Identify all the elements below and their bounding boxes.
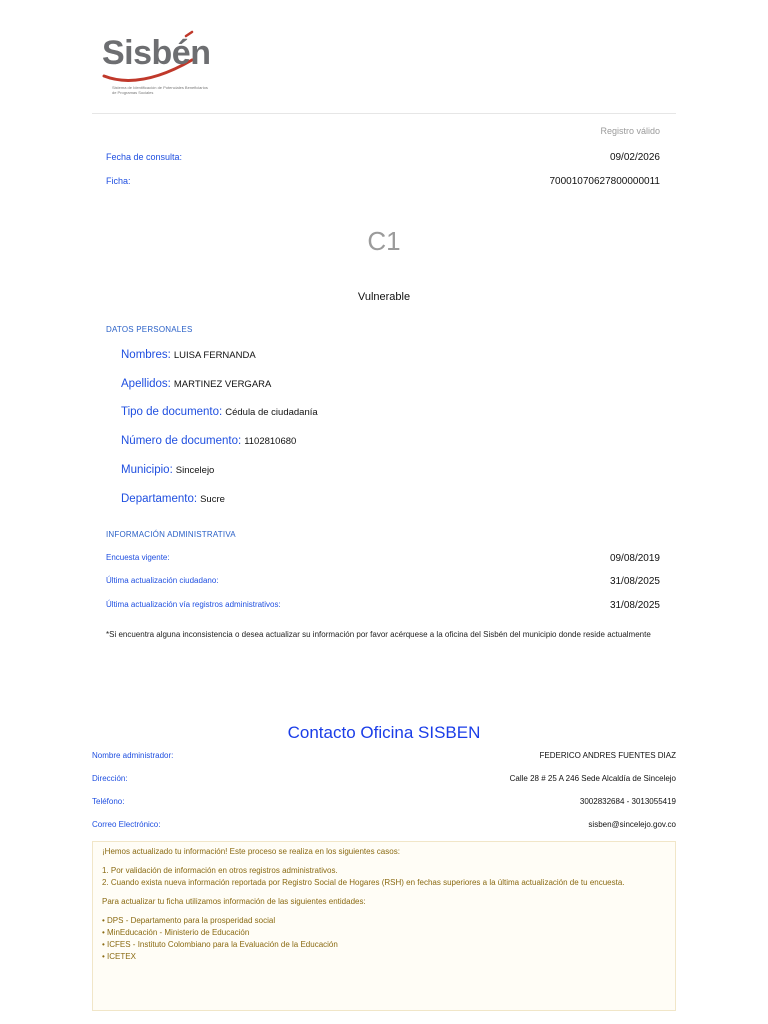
field-label: Municipio: — [121, 464, 173, 476]
header-divider — [92, 113, 676, 114]
admin-name-value: FEDERICO ANDRES FUENTES DIAZ — [539, 751, 676, 760]
update-intro: ¡Hemos actualizado tu información! Este proceso se realiza en los siguientes casos: — [102, 847, 400, 856]
field-tipo-documento — [121, 406, 318, 418]
admin-name-label: Nombre administrador: — [92, 751, 174, 760]
entity-item: • ICETEX — [102, 952, 136, 961]
phone-value: 3002832684 - 3013055419 — [579, 797, 676, 806]
actualizacion-ciudadano-label: Última actualización ciudadano: — [106, 576, 219, 585]
field-value: LUISA FERNANDA — [173, 350, 256, 361]
entity-item: • MinEducación - Ministerio de Educación — [102, 928, 250, 937]
field-municipio — [121, 464, 214, 476]
field-value: Sincelejo — [175, 465, 215, 476]
encuesta-vigente-value: 09/08/2019 — [609, 553, 660, 564]
field-value: Sucre — [200, 494, 225, 505]
encuesta-vigente-label: Encuesta vigente: — [106, 553, 170, 562]
inconsistency-note: *Si encuentra alguna inconsistencia o desea actualizar su información por favor acérquese a la oficina del Sisbén del municipio donde reside actualmente — [106, 630, 651, 639]
field-numero-documento — [121, 435, 296, 447]
sisben-logo — [100, 30, 210, 100]
actualizacion-registros-label: Última actualización vía registros administrativos: — [106, 600, 281, 609]
actualizacion-registros-value: 31/08/2025 — [609, 600, 660, 611]
fecha-consulta-value: 09/02/2026 — [609, 152, 660, 163]
admin-info-heading: INFORMACIÓN ADMINISTRATIVA — [106, 530, 236, 539]
address-value: Calle 28 # 25 A 246 Sede Alcaldía de Sincelejo — [509, 774, 676, 783]
entities-intro: Para actualizar tu ficha utilizamos información de las siguientes entidades: — [102, 897, 366, 906]
email-value: sisben@sincelejo.gov.co — [588, 820, 676, 829]
update-case-2: 2. Cuando exista nueva información reportada por Registro Social de Hogares (RSH) en fechas superiores a la última actualización de tu encuesta. — [102, 878, 625, 887]
field-nombres — [121, 349, 256, 361]
field-value: MARTINEZ VERGARA — [173, 379, 272, 390]
update-case-1: 1. Por validación de información en otros registros administrativos. — [102, 866, 338, 875]
field-label: Nombres: — [121, 349, 171, 361]
ficha-label: Ficha: — [106, 176, 131, 186]
fecha-consulta-label: Fecha de consulta: — [106, 152, 183, 162]
contact-title: Contacto Oficina SISBEN — [287, 723, 481, 742]
phone-label: Teléfono: — [92, 797, 125, 806]
personal-data-heading: DATOS PERSONALES — [106, 325, 193, 334]
logo-tagline: Sistema de Identificación de Potenciales Beneficiarios de Programas Sociales — [112, 85, 208, 95]
address-label: Dirección: — [92, 774, 128, 783]
entity-item: • ICFES - Instituto Colombiano para la Evaluación de la Educación — [102, 940, 338, 949]
email-label: Correo Electrónico: — [92, 820, 161, 829]
field-apellidos — [121, 378, 271, 390]
registration-status: Registro válido — [600, 126, 660, 136]
update-info-box — [92, 841, 676, 1011]
entity-item: • DPS - Departamento para la prosperidad social — [102, 916, 276, 925]
sisben-group-description: Vulnerable — [357, 291, 411, 303]
sisben-group: C1 — [367, 226, 401, 256]
field-label: Apellidos: — [121, 378, 171, 390]
logo-text: Sisbén — [102, 34, 211, 72]
ficha-value: 70001070627800000011 — [549, 176, 660, 187]
field-value: Cédula de ciudadanía — [225, 407, 318, 418]
actualizacion-ciudadano-value: 31/08/2025 — [609, 576, 660, 587]
field-value: 1102810680 — [244, 436, 297, 447]
field-label: Departamento: — [121, 493, 198, 505]
field-label: Número de documento: — [121, 435, 242, 447]
field-departamento — [121, 493, 225, 505]
field-label: Tipo de documento: — [121, 406, 223, 418]
